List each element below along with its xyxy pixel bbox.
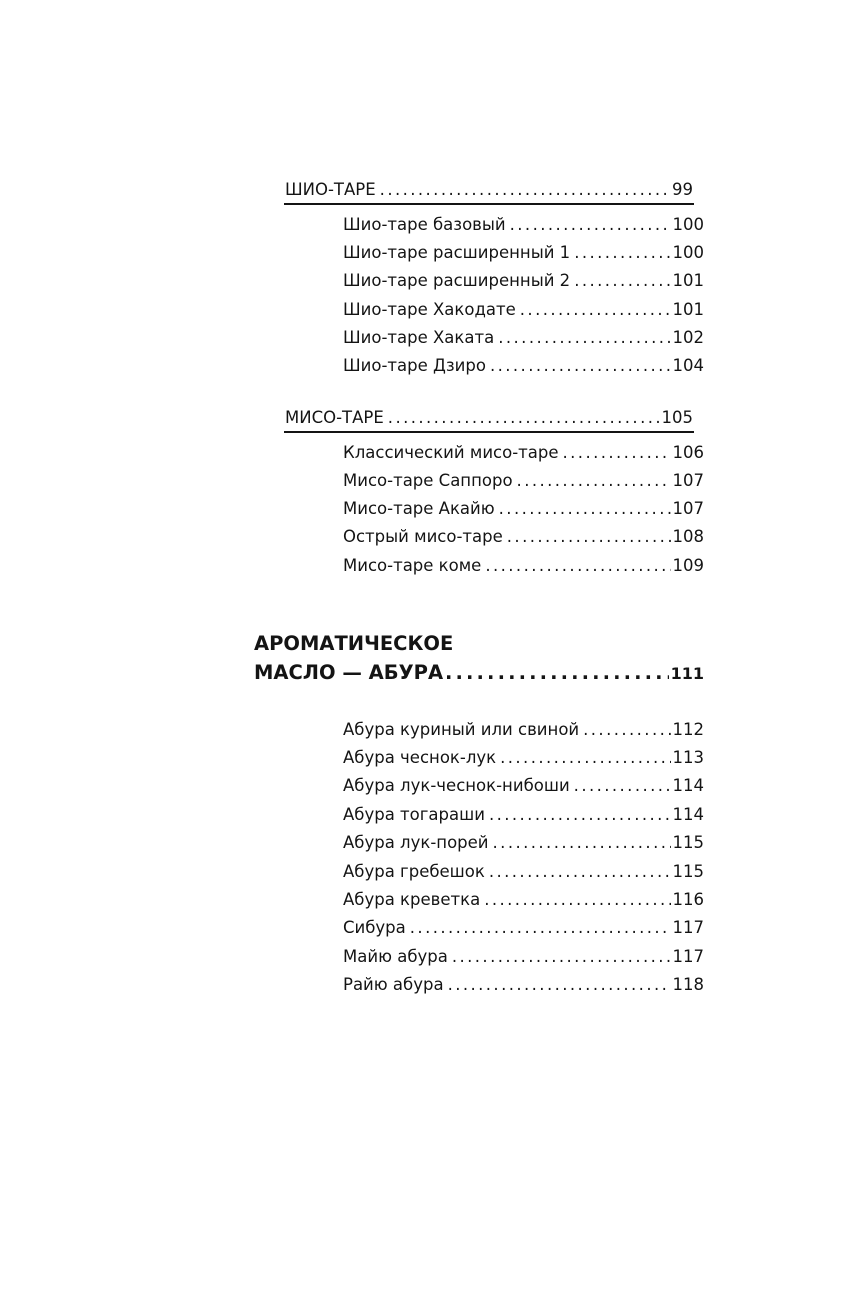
section-title: МИСО-ТАРЕ xyxy=(285,408,384,427)
item-label: Абура гребешок xyxy=(343,862,485,881)
toc-chapter-abura[interactable] xyxy=(254,661,704,687)
page-number: 101 xyxy=(672,300,704,319)
item-label: Майю абура xyxy=(343,947,448,966)
page-number: 114 xyxy=(672,776,704,795)
page-number: 114 xyxy=(672,805,704,824)
page-number: 101 xyxy=(672,271,704,290)
page-number: 106 xyxy=(672,443,704,462)
page-number: 107 xyxy=(672,499,704,518)
page-number: 111 xyxy=(670,664,704,683)
page-number: 108 xyxy=(672,527,704,546)
dot-leader xyxy=(499,499,671,518)
toc-item[interactable] xyxy=(343,720,704,742)
page-number: 118 xyxy=(672,975,704,994)
toc-section-miso[interactable] xyxy=(285,408,693,430)
section-underline xyxy=(284,203,694,205)
item-label: Шио-таре расширенный 1 xyxy=(343,243,571,262)
dot-leader xyxy=(563,443,671,462)
toc-item[interactable] xyxy=(343,862,704,884)
toc-item[interactable] xyxy=(343,776,704,798)
item-label: Острый мисо-таре xyxy=(343,527,503,546)
item-label: Мисо-таре коме xyxy=(343,556,482,575)
page-number: 117 xyxy=(672,918,704,937)
toc-item[interactable] xyxy=(343,499,704,521)
dot-leader xyxy=(498,328,670,347)
page-number: 113 xyxy=(672,748,704,767)
dot-leader xyxy=(574,776,671,795)
toc-item[interactable] xyxy=(343,833,704,855)
dot-leader xyxy=(583,720,670,739)
toc-section-shio[interactable] xyxy=(285,180,693,202)
page-number: 100 xyxy=(672,243,704,262)
dot-leader xyxy=(380,180,670,199)
toc-item[interactable] xyxy=(343,300,704,322)
item-label: Шио-таре расширенный 2 xyxy=(343,271,571,290)
page-number: 109 xyxy=(672,556,704,575)
dot-leader xyxy=(448,975,671,994)
toc-item[interactable] xyxy=(343,271,704,293)
dot-leader xyxy=(520,300,671,319)
section-underline xyxy=(284,431,694,433)
item-label: Сибура xyxy=(343,918,406,937)
page-number: 115 xyxy=(672,862,704,881)
toc-item[interactable] xyxy=(343,947,704,969)
item-label: Абура лук-чеснок-нибоши xyxy=(343,776,570,795)
toc-item[interactable] xyxy=(343,471,704,493)
chapter-title-line2: МАСЛО — АБУРА xyxy=(254,661,444,684)
item-label: Абура тогараши xyxy=(343,805,485,824)
item-label: Мисо-таре Саппоро xyxy=(343,471,513,490)
item-label: Мисо-таре Акайю xyxy=(343,499,495,518)
dot-leader xyxy=(500,748,670,767)
item-label: Абура куриный или свиной xyxy=(343,720,580,739)
item-label: Райю абура xyxy=(343,975,444,994)
page-number: 100 xyxy=(672,215,704,234)
dot-leader xyxy=(410,918,671,937)
item-label: Шио-таре Хаката xyxy=(343,328,495,347)
page-number: 116 xyxy=(672,890,704,909)
page-number: 107 xyxy=(672,471,704,490)
page-number: 115 xyxy=(672,833,704,852)
dot-leader xyxy=(490,356,671,375)
dot-leader xyxy=(388,408,660,427)
toc-item[interactable] xyxy=(343,215,704,237)
dot-leader xyxy=(510,215,671,234)
toc-item[interactable] xyxy=(343,748,704,770)
dot-leader xyxy=(445,661,669,684)
toc-item[interactable] xyxy=(343,890,704,912)
dot-leader xyxy=(489,805,671,824)
item-label: Шио-таре Хакодате xyxy=(343,300,516,319)
dot-leader xyxy=(517,471,671,490)
dot-leader xyxy=(574,271,670,290)
chapter-title-line1: АРОМАТИЧЕСКОЕ xyxy=(254,632,454,655)
page-number: 102 xyxy=(672,328,704,347)
item-label: Шио-таре Дзиро xyxy=(343,356,486,375)
dot-leader xyxy=(507,527,671,546)
toc-item[interactable] xyxy=(343,356,704,378)
toc-item[interactable] xyxy=(343,443,704,465)
toc-item[interactable] xyxy=(343,975,704,997)
dot-leader xyxy=(485,556,670,575)
toc-item[interactable] xyxy=(343,556,704,578)
dot-leader xyxy=(574,243,670,262)
dot-leader xyxy=(484,890,670,909)
item-label: Абура чеснок-лук xyxy=(343,748,497,767)
toc-item[interactable] xyxy=(343,805,704,827)
dot-leader xyxy=(489,862,671,881)
dot-leader xyxy=(452,947,671,966)
page-number: 112 xyxy=(672,720,704,739)
page-number: 117 xyxy=(672,947,704,966)
toc-item[interactable] xyxy=(343,328,704,350)
page-number: 105 xyxy=(661,408,693,427)
item-label: Абура лук-порей xyxy=(343,833,489,852)
item-label: Абура креветка xyxy=(343,890,481,909)
item-label: Классический мисо-таре xyxy=(343,443,559,462)
toc-item[interactable] xyxy=(343,243,704,265)
page-number: 99 xyxy=(672,180,693,199)
toc-item[interactable] xyxy=(343,527,704,549)
item-label: Шио-таре базовый xyxy=(343,215,506,234)
toc-item[interactable] xyxy=(343,918,704,940)
page-number: 104 xyxy=(672,356,704,375)
dot-leader xyxy=(493,833,671,852)
section-title: ШИО-ТАРЕ xyxy=(285,180,376,199)
